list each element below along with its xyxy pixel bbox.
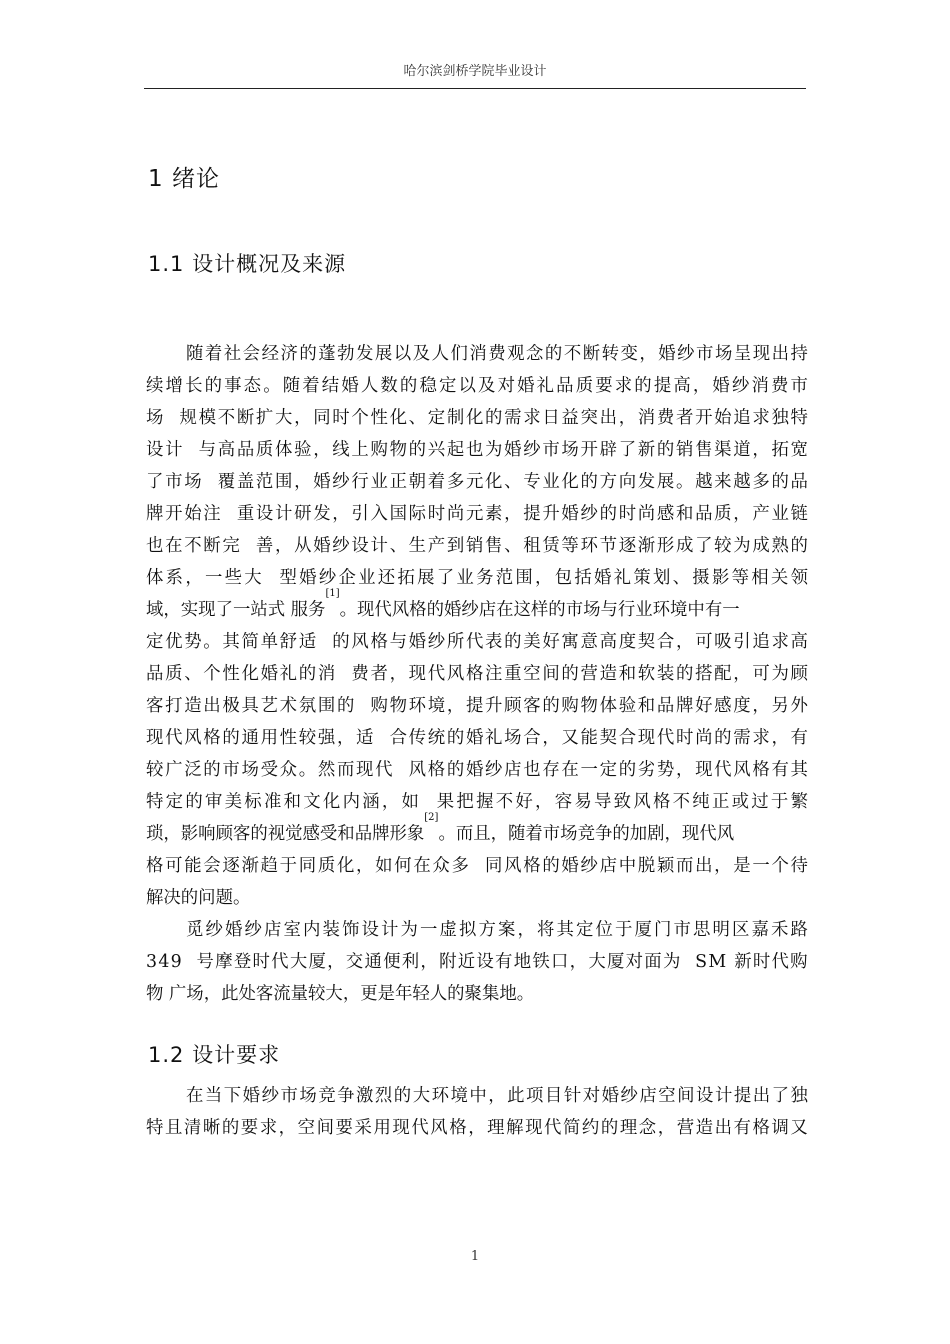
paragraph-line: 特 定 的 审 美 标 准 和 文 化 内 涵 ， 如 果 把 握 不 好 ， 容 易 导 致 风 格 不 纯 正 或 过 于 繁 (146, 792, 808, 812)
paragraph-line (146, 812, 808, 850)
paragraph-line: 场 规 模 不 断 扩 大 ， 同 时 个 性 化 、 定 制 化 的 需 求 日 益 突 出 ， 消 费 者 开 始 追 求 独 特 (146, 408, 808, 428)
section-1-1-body (146, 338, 808, 1010)
citation-ref: [2] (424, 812, 439, 823)
paragraph-line: 品 质 、 个 性 化 婚 礼 的 消 费 者 ， 现 代 风 格 注 重 空 间 的 营 造 和 软 装 的 搭 配 ， 可 为 顾 (146, 664, 808, 684)
paragraph-line: 了 市 场 覆 盖 范 围 ， 婚 纱 行 业 正 朝 着 多 元 化 、 专 业 化 的 方 向 发 展 。 越 来 越 多 的 品 (146, 472, 808, 492)
paragraph-line: 解决的问题。 (146, 888, 251, 908)
paragraph-line: 3 4 9 号 摩 登 时 代 大 厦 ， 交 通 便 利 ， 附 近 设 有 地 铁 口 ， 大 厦 对 面 为 S M 新 时 代 购 (146, 952, 808, 972)
paragraph-line: 续 增 长 的 事 态 。 随 着 结 婚 人 数 的 稳 定 以 及 对 婚 礼 品 质 要 求 的 提 高 ， 婚 纱 消 费 市 (146, 376, 808, 396)
paragraph-line: 客 打 造 出 极 具 艺 术 氛 围 的 购 物 环 境 ， 提 升 顾 客 的 购 物 体 验 和 品 牌 好 感 度 ， 另 外 (146, 696, 808, 716)
page-number: 1 (470, 1249, 480, 1264)
paragraph-line: 较 广 泛 的 市 场 受 众 。 然 而 现 代 风 格 的 婚 纱 店 也 存 在 一 定 的 劣 势 ， 现 代 风 格 有 其 (146, 760, 808, 780)
section-title-1-1: 1.1 设计概况及来源 (148, 252, 347, 276)
paragraph-line: 牌 开 始 注 重 设 计 研 发 ， 引 入 国 际 时 尚 元 素 ， 提 升 婚 纱 的 时 尚 感 和 品 质 ， 产 业 链 (146, 504, 808, 524)
line-text: 。而且，随着市场竞争的加剧，现代风 (438, 824, 735, 844)
page-header: 哈尔滨剑桥学院毕业设计 (144, 62, 806, 89)
paragraph-line: 现 代 风 格 的 通 用 性 较 强 ， 适 合 传 统 的 婚 礼 场 合 ， 又 能 契 合 现 代 时 尚 的 需 求 ， 有 (146, 728, 808, 748)
paragraph-line: 在 当 下 婚 纱 市 场 竞 争 激 烈 的 大 环 境 中 ， 此 项 目 针 对 婚 纱 店 空 间 设 计 提 出 了 独 (186, 1086, 808, 1106)
paragraph-line: 随 着 社 会 经 济 的 蓬 勃 发 展 以 及 人 们 消 费 观 念 的 不 断 转 变 ， 婚 纱 市 场 呈 现 出 持 (186, 344, 808, 364)
section-title-1-2: 1.2 设计要求 (148, 1043, 281, 1067)
paragraph-line: 格 可 能 会 逐 渐 趋 于 同 质 化 ， 如 何 在 众 多 同 风 格 的 婚 纱 店 中 脱 颖 而 出 ， 是 一 个 待 (146, 856, 808, 876)
paragraph-line: 也 在 不 断 完 善 ， 从 婚 纱 设 计 、 生 产 到 销 售 、 租 赁 等 环 节 逐 渐 形 成 了 较 为 成 熟 的 (146, 536, 808, 556)
line-text: 。现代风格的婚纱店在这样的市场与行业环境中有一 (339, 600, 740, 620)
section-1-2-body (146, 1080, 808, 1144)
paragraph-line: 设 计 与 高 品 质 体 验 ， 线 上 购 物 的 兴 起 也 为 婚 纱 市 场 开 辟 了 新 的 销 售 渠 道 ， 拓 宽 (146, 440, 808, 460)
citation-ref: [1] (325, 588, 340, 599)
chapter-title: 1 绪论 (148, 166, 220, 192)
line-text: 域，实现了一站式 服务 (146, 600, 326, 620)
paragraph-line (146, 588, 808, 626)
paragraph-line: 定 优 势 。 其 简 单 舒 适 的 风 格 与 婚 纱 所 代 表 的 美 好 寓 意 高 度 契 合 ， 可 吸 引 追 求 高 (146, 632, 808, 652)
paragraph-line: 物 广场，此处客流量较大，更是年轻人的聚集地。 (146, 984, 535, 1004)
line-text: 琐，影响顾客的视觉感受和品牌形象 (146, 824, 425, 844)
paragraph-line: 体 系 ， 一 些 大 型 婚 纱 企 业 还 拓 展 了 业 务 范 围 ， 包 括 婚 礼 策 划 、 摄 影 等 相 关 领 (146, 568, 808, 588)
paragraph-line: 特 且 清 晰 的 要 求 ， 空 间 要 采 用 现 代 风 格 ， 理 解 现 代 简 约 的 理 念 ， 营 造 出 有 格 调 又 (146, 1118, 808, 1138)
paragraph-line: 觅 纱 婚 纱 店 室 内 装 饰 设 计 为 一 虚 拟 方 案 ， 将 其 定 位 于 厦 门 市 思 明 区 嘉 禾 路 (186, 920, 808, 940)
